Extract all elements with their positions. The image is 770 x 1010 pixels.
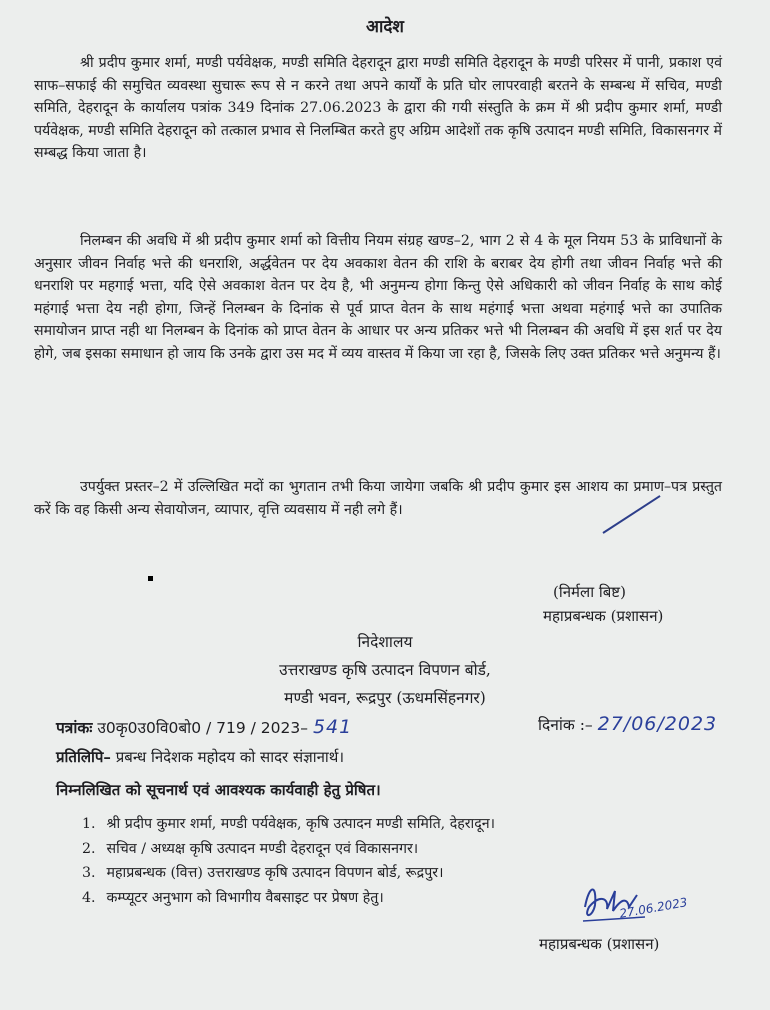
- date-row: [538, 713, 717, 735]
- copy-text: प्रबन्ध निदेशक महोदय को सादर संज्ञानार्थ।: [115, 748, 345, 766]
- handwritten-reference-number: 541: [312, 716, 353, 738]
- list-item-number: 4.: [82, 889, 96, 906]
- copy-label: प्रतिलिपि–: [56, 748, 111, 766]
- list-item: [82, 888, 495, 913]
- list-item-number: 2.: [82, 840, 96, 857]
- reference-number: उ0कृ0उ0वि0बो0 / 719 / 2023–: [97, 719, 308, 737]
- order-paragraph-2-text: निलम्बन की अवधि में श्री प्रदीप कुमार शर्मा को वित्तीय नियम संग्रह खण्ड–2, भाग 2 से 4 के मूल नियम 53 के प्राविधानों के अनुसार जीवन निर्वाह भत्ते की धनराशि, अर्द्धवेतन पर देय अवकाश वेतन की राशि के बराबर देय होगी तथा जीवन निर्वाह भत्ते की धनराशि पर महगाई भत्ता, यदि ऐसे अवकाश वेतन पर देय है, भी अनुमन्य होगा किन्तु ऐसे अधिकारी को जीवन निर्वाह के साथ कोई महंगाई भत्ता देय नही होगा, जिन्हें निलम्बन के दिनांक से पूर्व प्राप्त वेतन के साथ महंगाई भत्ता अथवा महंगाई भत्ते का उपातिक समायोजन प्राप्त नही था निलम्बन के दिनांक को प्राप्त वेतन के आधार पर अन्य प्रतिकर भत्ते भी निलम्बन की अवधि में इस शर्त पर देय होगे, जब इसका समाधान हो जाय कि उनके द्वारा उस मद में व्यय वास्तव में किया जा रहा है, जिसके लिए उक्त प्रतिकर भत्ते अनुमन्य हैं।: [34, 233, 722, 362]
- list-item: [82, 814, 495, 839]
- list-item-text: सचिव / अध्यक्ष कृषि उत्पादन मण्डी देहरादून एवं विकासनगर।: [106, 840, 419, 857]
- list-item-text: महाप्रबन्धक (वित्त) उत्तराखण्ड कृषि उत्पादन विपणन बोर्ड, रूद्रपुर।: [106, 865, 444, 881]
- list-item-number: 3.: [82, 865, 96, 881]
- distribution-list: [82, 814, 495, 912]
- reference-number-row: [56, 716, 352, 738]
- order-paragraph-3: [34, 476, 722, 521]
- handwritten-date: 27/06/2023: [597, 713, 718, 735]
- distribution-heading: निम्नलिखित को सूचनार्थ एवं आवश्यक कार्यवाही हेतु प्रेषित।: [56, 781, 381, 799]
- order-paragraph-2: [34, 230, 722, 366]
- copy-to-line: [56, 747, 344, 767]
- office-line-3: मण्डी भवन, रूद्रपुर (ऊधमसिंहनगर): [284, 689, 486, 707]
- order-paragraph-3-text: उपर्युक्त प्रस्तर–2 में उल्लिखित मदों का भुगतान तभी किया जायेगा जबकि श्री प्रदीप कुमार इस आशय का प्रमाण–पत्र प्रस्तुत करें कि वह किसी अन्य सेवायोजन, व्यापार, वृत्ति व्यवसाय में नही लगे हैं।: [34, 479, 722, 518]
- signatory-designation: महाप्रबन्धक (प्रशासन): [543, 607, 664, 625]
- order-paragraph-1: [34, 52, 722, 165]
- list-item-text: कम्प्यूटर अनुभाग को विभागीय वैबसाइट पर प्रेषण हेतु।: [106, 889, 384, 906]
- initials-date: 27.06.2023: [618, 895, 689, 921]
- signatory-name: (निर्मला बिष्ट): [553, 583, 626, 601]
- endorsement-designation: महाप्रबन्धक (प्रशासन): [539, 935, 660, 953]
- list-item-text: श्री प्रदीप कुमार शर्मा, मण्डी पर्यवेक्षक, कृषि उत्पादन मण्डी समिति, देहरादून।: [106, 816, 496, 832]
- order-heading: आदेश: [366, 17, 404, 37]
- list-item: [82, 863, 495, 888]
- list-item-number: 1.: [82, 816, 96, 832]
- reference-label: पत्रांकः: [56, 718, 93, 737]
- list-item: [82, 839, 495, 864]
- date-label: दिनांक :–: [538, 716, 593, 734]
- initials-signature: [575, 877, 705, 937]
- ink-dot: [148, 576, 153, 581]
- office-line-1: निदेशालय: [357, 633, 413, 651]
- order-paragraph-1-text: श्री प्रदीप कुमार शर्मा, मण्डी पर्यवेक्षक, मण्डी समिति देहरादून द्वारा मण्डी समिति देहरादून के मण्डी परिसर में पानी, प्रकाश एवं साफ–सफाई की समुचित व्यवस्था सुचारू रूप से न करने तथा अपने कार्यों के प्रति घोर लापरवाही बरतने के सम्बन्ध में सचिव, मण्डी समिति, देहरादून के कार्यालय पत्रांक 349 दिनांक 27.06.2023 के द्वारा की गयी संस्तुति के क्रम में श्री प्रदीप कुमार शर्मा, मण्डी पर्यवेक्षक, मण्डी समिति देहरादून को तत्काल प्रभाव से निलम्बित करते हुए अग्रिम आदेशों तक कृषि उत्पादन मण्डी समिति, विकासनगर में सम्बद्ध किया जाता है।: [34, 55, 722, 162]
- office-line-2: उत्तराखण्ड कृषि उत्पादन विपणन बोर्ड,: [279, 661, 491, 679]
